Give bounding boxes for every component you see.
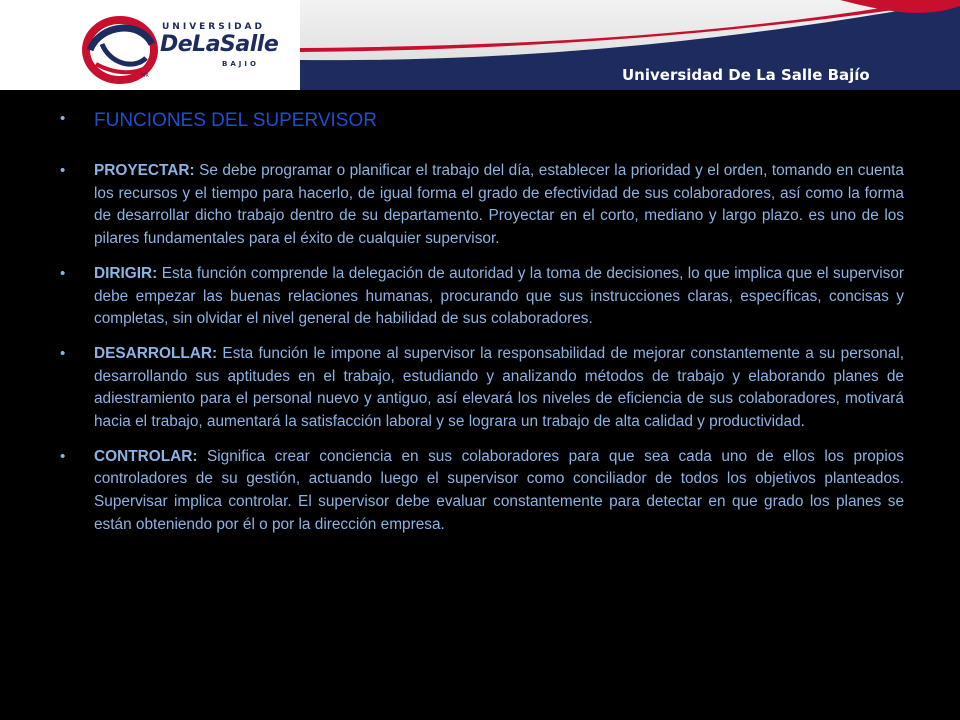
bullet-icon: • [60,264,66,282]
logo-main-text: DeLaSalle [160,32,279,57]
logo-trademark: MR [141,73,149,79]
slide-title: FUNCIONES DEL SUPERVISOR [94,110,377,131]
list-item [60,263,904,331]
bullet-icon: • [60,162,66,179]
list-item [60,446,904,537]
slide-content [60,110,904,549]
item-term: CONTROLAR: [94,447,198,465]
item-term: DESARROLLAR: [94,344,218,362]
bullet-icon: • [60,344,66,362]
item-text: Se debe programar o planificar el trabajo del día, establecer la prioridad y el orden, tomando en cuenta los recursos y el tiempo para hacerlo, de igual forma el grado de efectividad de sus colaboradores, así como la forma de desarrollar dicho trabajo dentro de su departamento. Proyectar en el corto, mediano y largo plazo. es uno de los pilares fundamentales para el éxito de cualquier supervisor. [94,162,904,248]
list-item [60,343,904,434]
item-text: Esta función le impone al supervisor la responsabilidad de mejorar constantemente a su personal, desarrollando sus aptitudes en el trabajo, estudiando y analizando métodos de trabajo y elaborando planes de adiestramiento para el personal nuevo y antiguo, así elevará los niveles de eficiencia de sus colaboradores, motivará hacia el trabajo, aumentará la satisfacción laboral y se lograra un trabajo de alta calidad y productividad. [94,344,904,431]
item-term: DIRIGIR: [94,264,158,282]
item-text: Esta función comprende la delegación de autoridad y la toma de decisiones, lo que implica que el supervisor debe empezar las buenas relaciones humanas, procurando que sus instrucciones claras, específicas, concisas y completas, sin olvidar el nivel general de habilidad de sus colaboradores. [94,264,904,328]
bullet-icon: • [60,447,66,465]
logo-top-text: UNIVERSIDAD [162,22,265,32]
bullet-icon: • [60,110,66,127]
item-term: PROYECTAR: [94,162,195,179]
item-text: Significa crear conciencia en sus colaboradores para que sea cada uno de ellos los propios controladores de su gestión, actuando luego el supervisor como conciliador de todos los objetivos planteados. Supervisar implica controlar. El supervisor debe evaluar constantemente para detectar en que grado los planes se están obteniendo por él o por la dirección empresa. [94,447,904,533]
university-logo [0,0,300,90]
slide-title-row [60,110,904,132]
header-banner-title: Universidad De La Salle Bajío [622,66,870,84]
header-bar [0,0,960,90]
logo-sub-text: BAJIO [222,60,259,68]
list-item [60,160,904,251]
